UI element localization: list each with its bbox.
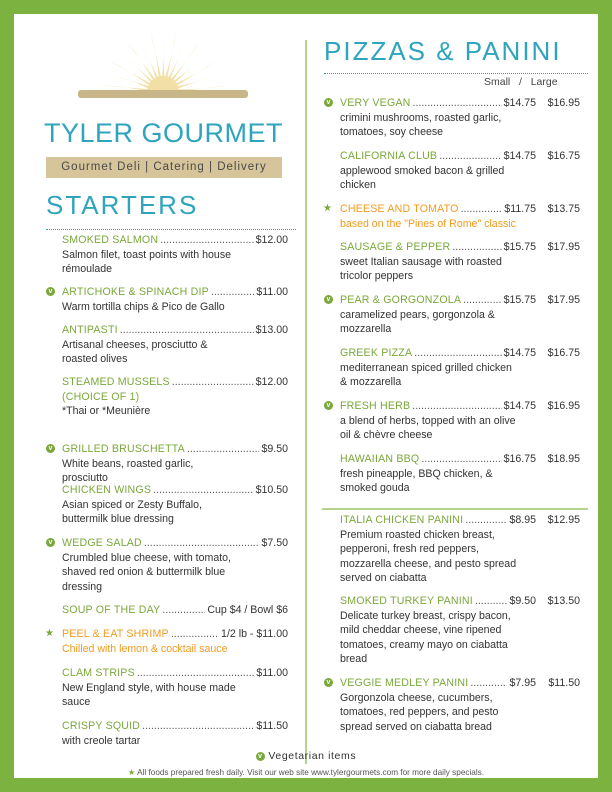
dot-leader [160, 233, 253, 248]
item-price: Cup $4 / Bowl $6 [207, 604, 288, 616]
item-description: crimini mushrooms, roasted garlic, [340, 111, 502, 124]
item-name: GRILLED BRUSCHETTA [62, 443, 185, 455]
item-price: $7.50 [261, 537, 288, 549]
item-price: $12.00 [255, 376, 288, 388]
item-description: New England style, with house made [62, 681, 236, 694]
item-price-large: $17.95 [547, 241, 580, 253]
dot-leader [187, 442, 260, 457]
item-description: tomatoes, soy cheese [340, 126, 444, 139]
star-icon: ★ [45, 628, 54, 639]
item-price-large: $12.95 [547, 514, 580, 526]
item-price-large: $11.50 [548, 677, 580, 689]
item-price: $9.50 [261, 443, 288, 455]
item-description: tricolor peppers [340, 270, 414, 283]
item-description: prosciutto [62, 472, 108, 485]
item-description: served on ciabatta [340, 572, 427, 585]
item-name: PEEL & EAT SHRIMP [62, 628, 169, 640]
item-price: $11.00 [256, 667, 288, 679]
item-name: CHEESE AND TOMATO [340, 203, 459, 215]
leaf-badge-icon: v [324, 295, 333, 304]
size-small-label: Small [484, 76, 511, 88]
item-description: applewood smoked bacon & grilled [340, 164, 505, 177]
item-price-large: $16.75 [547, 347, 580, 359]
menu-item [326, 399, 580, 443]
dot-leader [120, 323, 254, 338]
item-price: $14.75 [503, 97, 536, 109]
menu-item [62, 666, 288, 710]
size-separator: / [519, 76, 522, 88]
item-price: $14.75 [503, 400, 536, 412]
sun-ray [174, 60, 218, 86]
dot-leader [137, 666, 255, 681]
sun-ray [170, 40, 200, 81]
menu-item [340, 594, 580, 667]
leaf-badge-icon: v [324, 98, 333, 107]
dot-leader [144, 536, 260, 551]
sun-ray [114, 76, 151, 89]
item-description: Delicate turkey breast, crispy bacon, [340, 609, 511, 622]
item-name: WEDGE SALAD [62, 537, 142, 549]
dot-leader [452, 240, 501, 255]
item-name: SMOKED TURKEY PANINI [340, 595, 473, 607]
item-price-large: $18.95 [547, 453, 580, 465]
item-description: *Thai or *Meunière [62, 405, 151, 418]
item-price-large: $16.95 [547, 400, 580, 412]
item-name: ITALIA CHICKEN PANINI [340, 514, 464, 526]
item-price: $11.75 [504, 203, 536, 215]
item-price: $15.75 [503, 241, 536, 253]
sun-logo-icon [58, 20, 258, 115]
item-description: chicken [340, 179, 376, 192]
footnote [14, 767, 598, 777]
vegetarian-legend-text: Vegetarian items [268, 750, 357, 762]
item-price-large: $17.95 [547, 294, 580, 306]
item-price: $10.50 [255, 484, 288, 496]
item-description: with creole tartar [62, 734, 141, 747]
item-price-large: $16.95 [547, 97, 580, 109]
item-price: $14.75 [503, 150, 536, 162]
item-description: smoked gouda [340, 482, 410, 495]
dot-leader [153, 483, 253, 498]
item-description: mediterranean spiced grilled chicken [340, 361, 512, 374]
item-price: $15.75 [503, 294, 536, 306]
leaf-badge-icon: v [46, 444, 55, 453]
dot-leader [463, 293, 501, 308]
item-description: sauce [62, 696, 91, 709]
dot-leader [172, 375, 254, 390]
item-price-large: $13.50 [547, 595, 580, 607]
dot-leader [470, 676, 507, 691]
item-name: SMOKED SALMON [62, 234, 159, 246]
item-name: VERY VEGAN [340, 97, 411, 109]
menu-item [62, 375, 288, 419]
dot-leader [421, 452, 501, 467]
item-description: tomatoes, red peppers, and pesto [340, 706, 499, 719]
item-description: shaved red onion & buttermilk blue [62, 566, 226, 579]
sun-ray [162, 40, 165, 78]
item-description: roasted olives [62, 353, 128, 366]
leaf-badge-icon: v [46, 538, 55, 547]
brand-tagline: Gourmet Deli | Catering | Delivery [46, 157, 282, 178]
item-description: Salmon filet, toast points with house [62, 248, 232, 261]
item-description: a blend of herbs, topped with an olive [340, 414, 516, 427]
menu-item [62, 323, 288, 367]
item-description: mozzarella [340, 323, 392, 336]
item-description: tomatoes, creamy mayo on ciabatta [340, 638, 508, 651]
star-icon: ★ [127, 768, 136, 777]
sun-ray [124, 57, 153, 83]
sun-ray [165, 29, 177, 78]
item-description: Artisanal cheeses, prosciutto & [62, 338, 208, 351]
item-description: & mozzarella [340, 376, 402, 389]
item-description: pepperoni, fresh red peppers, [340, 543, 479, 556]
item-description: buttermilk blue dressing [62, 513, 174, 526]
item-price: 1/2 lb - $11.00 [221, 628, 288, 640]
item-name-line2: (CHOICE OF 1) [62, 390, 140, 403]
pizzas-dotline [324, 73, 588, 74]
leaf-badge-icon: v [46, 287, 55, 296]
item-description: Chilled with lemon & cocktail sauce [62, 642, 228, 655]
item-description: White beans, roasted garlic, [62, 457, 194, 470]
dot-leader [465, 513, 507, 528]
item-name: PEAR & GORGONZOLA [340, 294, 462, 306]
item-description: Crumbled blue cheese, with tomato, [62, 551, 231, 564]
item-price: $12.00 [255, 234, 288, 246]
item-description: fresh pineapple, BBQ chicken, & [340, 467, 493, 480]
menu-item [45, 627, 288, 656]
item-name: STEAMED MUSSELS [62, 376, 170, 388]
item-description: Premium roasted chicken breast, [340, 528, 495, 541]
menu-item [326, 676, 580, 734]
brand-name: TYLER GOURMET [44, 118, 284, 148]
item-name: SAUSAGE & PEPPER [340, 241, 451, 253]
menu-item [48, 536, 288, 594]
item-description: dressing [62, 580, 103, 593]
size-large-label: Large [530, 76, 558, 88]
item-description: based on the "Pines of Rome" classic [340, 217, 516, 230]
menu-item [48, 442, 288, 486]
item-description: rémoulade [62, 263, 113, 276]
item-description: mild cheddar cheese, vine ripened [340, 624, 502, 637]
dot-leader [211, 285, 255, 300]
menu-item [326, 96, 580, 140]
dot-leader [171, 627, 219, 642]
starters-title: STARTERS [46, 190, 199, 220]
menu-item [340, 452, 580, 496]
vegetarian-legend [14, 750, 598, 762]
dot-leader [412, 399, 501, 414]
menu-item [62, 603, 288, 618]
item-price: $11.00 [256, 286, 288, 298]
item-name: ARTICHOKE & SPINACH DIP [62, 286, 209, 298]
item-description: Asian spiced or Zesty Buffalo, [62, 498, 202, 511]
menu-item [323, 202, 580, 231]
leaf-badge-icon: v [324, 401, 333, 410]
menu-item [340, 240, 580, 284]
star-icon: ★ [323, 203, 332, 214]
footnote-text: All foods prepared fresh daily. Visit our web site www.tylergourmets.com for more daily specials. [137, 768, 485, 777]
item-description: caramelized pears, gorgonzola & [340, 308, 495, 321]
item-description: mozzarella cheese, and pesto spread [340, 557, 517, 570]
item-price-large: $16.75 [547, 150, 580, 162]
item-name: FRESH HERB [340, 400, 411, 412]
item-price: $16.75 [503, 453, 536, 465]
item-price: $7.95 [509, 677, 536, 689]
column-divider [305, 40, 307, 764]
dot-leader [413, 96, 502, 111]
sun-ray [125, 40, 155, 81]
menu-item [62, 233, 288, 277]
item-name: HAWAIIAN BBQ [340, 453, 420, 465]
menu-item [326, 293, 580, 337]
item-description: sweet Italian sausage with roasted [340, 255, 502, 268]
item-price: $14.75 [503, 347, 536, 359]
menu-item [62, 483, 288, 527]
pizzas-title: PIZZAS & PANINI [324, 36, 562, 66]
item-name: ANTIPASTI [62, 324, 118, 336]
item-price: $11.50 [256, 720, 288, 732]
item-price: $9.50 [509, 595, 536, 607]
dot-leader [142, 719, 254, 734]
item-description: bread [340, 653, 368, 666]
menu-item [340, 346, 580, 390]
item-description: spread served on ciabatta bread [340, 720, 492, 733]
item-name: CLAM STRIPS [62, 667, 135, 679]
item-name: CHICKEN WINGS [62, 484, 152, 496]
item-name: CRISPY SQUID [62, 720, 141, 732]
item-description: Gorgonzola cheese, cucumbers, [340, 691, 493, 704]
dot-leader [162, 603, 205, 618]
item-price: $13.00 [255, 324, 288, 336]
dot-leader [414, 346, 501, 361]
dot-leader [439, 149, 501, 164]
menu-item [48, 285, 288, 314]
item-name: CALIFORNIA CLUB [340, 150, 438, 162]
item-price-large: $13.75 [547, 203, 580, 215]
item-name: GREEK PIZZA [340, 347, 413, 359]
menu-item [340, 513, 580, 586]
item-name: VEGGIE MEDLEY PANINI [340, 677, 469, 689]
menu-item [62, 719, 288, 748]
sun-ray [173, 57, 202, 83]
leaf-badge-icon: v [324, 678, 333, 687]
dot-leader [475, 594, 508, 609]
panini-divider [322, 508, 588, 510]
item-description: Warm tortilla chips & Pico de Gallo [62, 300, 225, 313]
menu-item [340, 149, 580, 193]
menu-page [14, 14, 598, 778]
leaf-badge-icon: v [256, 752, 265, 761]
sun-ray [150, 29, 162, 78]
sun-ray [108, 60, 152, 86]
item-name: SOUP OF THE DAY [62, 604, 161, 616]
starters-dotline [46, 229, 296, 230]
size-header [484, 76, 558, 88]
item-price: $8.95 [509, 514, 536, 526]
dot-leader [461, 202, 503, 217]
item-description: oil & chèvre cheese [340, 429, 433, 442]
